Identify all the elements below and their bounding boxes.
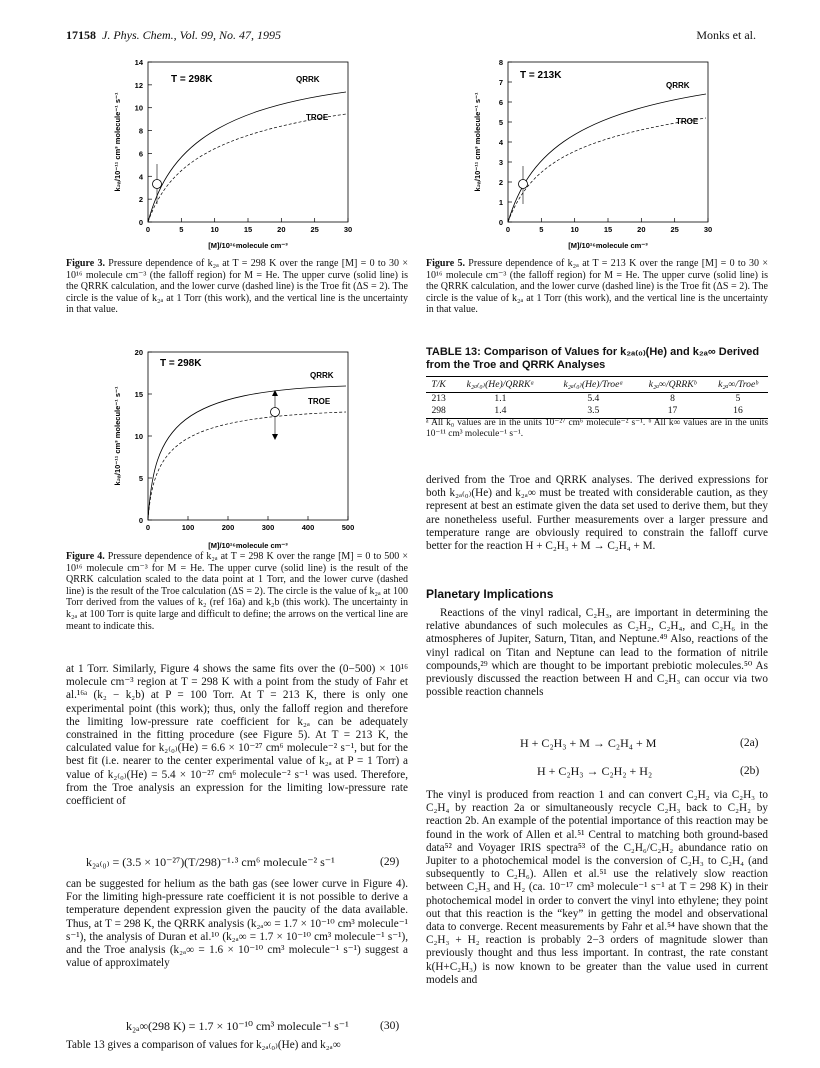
y-tick-label: 8	[498, 58, 503, 67]
fig4-arrow-down	[272, 434, 278, 440]
equation-2b-number: (2b)	[740, 765, 760, 777]
fig3-caption-label: Figure 3.	[66, 258, 105, 269]
equation-29: k₂ₐ₍₀₎ = (3.5 × 10⁻²⁷)(T/298)⁻¹·³ cm⁶ molecule⁻² s⁻¹	[86, 855, 335, 869]
x-tick-label: 300	[261, 523, 275, 532]
x-tick-label: 25	[670, 225, 679, 234]
y-tick-label: 0	[138, 516, 143, 525]
x-tick-label: 20	[637, 225, 646, 234]
y-tick-label: 0	[498, 218, 503, 227]
equation-2a-number: (2a)	[740, 737, 759, 749]
x-tick-label: 500	[341, 523, 355, 532]
fig3-temp-label: T = 298K	[171, 74, 213, 85]
table-header-cell: k₂ₐ₍₀₎(He)/QRRKᵃ	[451, 377, 549, 393]
x-tick-label: 0	[145, 225, 151, 234]
table-header-row	[426, 377, 768, 393]
y-tick-label: 10	[134, 103, 143, 113]
fig3-qrrk-label: QRRK	[296, 75, 320, 84]
figure-5-chart	[456, 56, 726, 256]
table-cell: 16	[708, 405, 768, 419]
fig3-xlabel: [M]/10¹⁶molecule cm⁻³	[208, 241, 288, 250]
x-tick-label: 20	[277, 225, 286, 234]
table-header-cell: k₂ₐ₍₀₎(He)/Troeᵃ	[550, 377, 638, 393]
fig3-caption-text: Pressure dependence of k₂ₐ at T = 298 K over the range [M] = 0 to 30 × 10¹⁶ molecule cm⁻³ (the falloff region) for M = He. The upper curve (solid line) is the QRRK calculation, and the lower curve (dashed line) is the Troe fit (ΔS = 2). The circle is the value of k₂ₐ at 1 Torr (this work), and the vertical line is the uncertainty in that value.	[66, 258, 408, 316]
y-tick-label: 5	[138, 474, 143, 483]
fig3-troe-curve	[148, 114, 346, 222]
fig5-troe-curve	[508, 118, 706, 222]
left-paragraph-3: Table 13 gives a comparison of values for k₂ₐ₍₀₎(He) and k₂ₐ∞	[66, 1039, 341, 1051]
left-paragraph-1: at 1 Torr. Similarly, Figure 4 shows the same fits over the (0−500) × 10¹⁶ molecule cm⁻³ region at T = 298 K with a point from the study of Fahr et al.¹⁶ᵃ (k₂ − k₂b) at P = 100 Torr. At T = 213 K, there is only one experimental point (this work); thus, only the falloff region and therefore the limiting low-pressure rate coefficient for k₂ₐ can be adequately constrained in the fitting procedure (see Figure 5). At T = 213 K, the calculated value for k₂₍₀₎(He) = 6.6 × 10⁻²⁷ cm⁶ molecule⁻² s⁻¹, but for the best fit (i.e. nearer to the center experimental value of k₂ₐ at P = 1 Torr) a value of k₂₍₀₎(He) = 5.4 × 10⁻²⁷ cm⁶ molecule⁻² s⁻¹ was used. Therefore, from the Troe analysis an expression for the limiting low-pressure rate coefficient of	[66, 663, 408, 808]
journal-citation: J. Phys. Chem., Vol. 99, No. 47, 1995	[102, 28, 281, 42]
fig5-caption-text: Pressure dependence of k₂ₐ at T = 213 K over the range [M] = 0 to 30 × 10¹⁶ molecule cm⁻³ (the falloff region) for M = He. The upper curve (solid line) is the QRRK calculation, and the lower curve (dashed line) is the Troe fit (ΔS = 2). The circle is the value of k₂ₐ at 1 Torr (this work), and the vertical line is the uncertainty in that value.	[426, 258, 768, 316]
table-cell: 5.4	[587, 393, 600, 404]
equation-2a: H + C₂H₃ + M → C₂H₄ + M	[520, 736, 657, 750]
fig3-qrrk-curve	[148, 92, 346, 222]
fig5-qrrk-label: QRRK	[666, 81, 690, 90]
x-tick-label: 400	[301, 523, 315, 532]
figure-3-caption	[66, 258, 408, 316]
page-number: 17158	[66, 28, 96, 42]
fig3-data-circle	[153, 180, 162, 189]
fig5-troe-label: TROE	[676, 117, 699, 126]
y-tick-label: 14	[134, 58, 143, 67]
y-tick-label: 1	[498, 198, 503, 207]
figure-4-caption	[66, 551, 408, 632]
y-tick-label: 8	[138, 126, 143, 136]
table-cell: 1.1	[494, 393, 507, 404]
y-tick-label: 12	[134, 80, 143, 90]
table-cell: 17	[637, 405, 708, 419]
y-tick-label: 7	[498, 78, 503, 87]
table-header-cell: k₂ₐ∞/Troeᵇ	[708, 377, 768, 393]
fig4-caption-label: Figure 4.	[66, 551, 105, 562]
table-row	[426, 393, 768, 405]
y-tick-label: 0	[138, 218, 143, 227]
fig5-temp-label: T = 213K	[520, 70, 562, 81]
x-tick-label: 5	[179, 225, 184, 234]
fig4-qrrk-curve	[148, 386, 346, 520]
fig4-xlabel: [M]/10¹⁶molecule cm⁻³	[208, 541, 288, 550]
table-13	[426, 376, 768, 419]
y-tick-label: 3	[498, 158, 503, 167]
fig5-xlabel: [M]/10¹⁶molecule cm⁻³	[568, 241, 648, 250]
x-tick-label: 0	[145, 523, 151, 532]
fig4-ylabel: k₂ₐ/10⁻¹¹ cm³ molecule⁻¹ s⁻¹	[113, 386, 122, 486]
y-tick-label: 2	[138, 195, 143, 205]
figure-3-chart	[96, 56, 366, 256]
page-header	[66, 28, 756, 48]
table-header-cell: T/K	[426, 377, 451, 393]
fig5-caption-label: Figure 5.	[426, 258, 465, 269]
equation-30: k₂ₐ∞(298 K) = 1.7 × 10⁻¹⁰ cm³ molecule⁻¹ s⁻¹	[126, 1019, 349, 1033]
y-tick-label: 6	[498, 98, 503, 107]
y-tick-label: 2	[498, 178, 503, 187]
left-paragraph-2: can be suggested for helium as the bath gas (see lower curve in Figure 4). For the limiting high-pressure rate coefficient it is not possible to derive a temperature dependent expression given the paucity of the data available. Thus, at T = 298 K, the QRRK analysis (k₂ₐ∞ = 1.7 × 10⁻¹⁰ cm³ molecule⁻¹ s⁻¹), the analysis of Duran et al.¹⁰ (k₂ₐ∞ = 1.7 × 10⁻¹⁰ cm³ molecule⁻¹ s⁻¹), and the Troe analysis (k₂ₐ∞ = 1.6 × 10⁻¹⁰ cm³ molecule⁻¹ s⁻¹) suggest a value of approximately	[66, 878, 408, 970]
section-heading: Planetary Implications	[426, 587, 554, 601]
header-authors: Monks et al.	[696, 28, 756, 42]
table-cell: 3.5	[550, 405, 638, 419]
fig3-troe-label: TROE	[306, 113, 329, 122]
x-tick-label: 100	[181, 523, 195, 532]
table-cell: 5	[735, 393, 741, 404]
fig5-qrrk-curve	[508, 94, 706, 222]
x-tick-label: 30	[703, 225, 713, 234]
table-13-footnote: ᵃ All k₀ values are in the units 10⁻²⁷ cm⁶ molecule⁻² s⁻¹. ᵇ All k∞ values are in the units 10⁻¹¹ cm³ molecule⁻¹ s⁻¹.	[426, 418, 768, 439]
y-tick-label: 6	[138, 149, 143, 159]
fig4-troe-curve	[148, 412, 346, 520]
right-paragraph-3: The vinyl is produced from reaction 1 and can convert C₂H₂ via C₂H₃ to C₂H₄ by reaction 2a or simultaneously recycle C₂H₃ back to C₂H₂ by reaction 2b. An example of the potential importance of this reaction may be found in the work of Allen et al.⁵¹ Central to matching both ground-based data⁵² and Voyager IRIS spectra⁵³ of the C₂H₆/C₂H₂ abundance ratio on Jupiter to a photochemical model is the conversion of C₂H₃ to C₂H₄ (and subsequently to C₂H₆). Allen et al.⁵¹ use the relatively slow reaction between C₂H₃ and H₂ (ca. 10⁻¹⁷ cm³ molecule⁻¹ s⁻¹ at T = 298 K) in their photochemical model in order to convert the vinyl into ethylene; they point out that this reaction is the “key” in getting the model and observational data to converge. Recent measurements by Fahr et al.⁵⁴ have shown that the C₂H₃ + H₂ reaction is probably 2−3 orders of magnitude slower than previously thought and thus less important. In contrast, the rate constant k(H+C₂H₃) is now known to be greater than the value used in current models and	[426, 789, 768, 986]
table-row	[426, 405, 768, 419]
header-left	[66, 28, 281, 43]
y-tick-label: 20	[134, 348, 143, 357]
x-tick-label: 10	[210, 225, 219, 234]
y-tick-label: 15	[134, 390, 143, 399]
equation-2b: H + C₂H₃ → C₂H₂ + H₂	[537, 764, 653, 778]
x-tick-label: 0	[505, 225, 511, 234]
x-tick-label: 30	[343, 225, 353, 234]
table-cell: 298	[426, 405, 451, 419]
fig4-caption-text: Pressure dependence of k₂ₐ at T = 298 K over the range [M] = 0 to 500 × 10¹⁶ molecule cm⁻³ for M = He. The upper curve (solid line) is the result of the QRRK calculation scaled to the data point at 1 Torr, and the lower curve (dashed line) is the result of the Troe calculation (ΔS = 2). The circle is the value of k₂ₐ at 100 Torr derived from the values of k₂ (ref 16a) and k₂b (this work). The uncertainty in k₂ₐ at 100 Torr is quite large and difficult to define; the arrows on the vertical line are meant to indicate this.	[66, 551, 408, 632]
fig4-temp-label: T = 298K	[160, 358, 202, 369]
table-header-cell: k₂ₐ∞/QRRKᵇ	[637, 377, 708, 393]
fig3-ylabel: k₂ₐ/10⁻¹¹ cm³ molecule⁻¹ s⁻¹	[113, 92, 122, 192]
right-paragraph-1: derived from the Troe and QRRK analyses. The derived expressions for both k₂ₐ₍₀₎(He) and k₂ₐ∞ must be treated with considerable caution, as they represent at best an estimate given the data set used to derive them, but they are nonetheless useful. Further measurements over a larger pressure and temperature range are obviously required to constrain the falloff curve better for the reaction H + C₂H₃ + M → C₂H₄ + M.	[426, 474, 768, 553]
table-cell: 1.4	[451, 405, 549, 419]
equation-29-number: (29)	[380, 856, 400, 868]
x-tick-label: 15	[243, 225, 253, 234]
x-tick-label: 25	[310, 225, 319, 234]
right-paragraph-2: Reactions of the vinyl radical, C₂H₃, are important in determining the relative abundances of such molecules as C₂H₂, C₂H₄, and C₂H₆ in the atmospheres of Jupiter, Saturn, Titan, and Neptune.⁴⁹ Also, reactions of the vinyl radical on Titan and Neptune can lead to the formation of nitrile compounds,²⁹ which are thought to be important prebiotic molecules.⁵⁰ As previously discussed the reaction between H and C₂H₃ can occur via two possible reaction channels	[426, 607, 768, 699]
table-13-title: TABLE 13: Comparison of Values for k₂ₐ₍₀₎(He) and k₂ₐ∞ Derived from the Troe and QRRK Analyses	[426, 346, 760, 371]
y-tick-label: 5	[498, 118, 503, 127]
x-tick-label: 15	[603, 225, 613, 234]
fig5-ylabel: k₂ₐ/10⁻¹¹ cm³ molecule⁻¹ s⁻¹	[473, 92, 482, 192]
y-tick-label: 4	[138, 172, 143, 182]
fig4-data-circle	[271, 408, 280, 417]
x-tick-label: 10	[570, 225, 579, 234]
table-cell: 213	[431, 393, 446, 404]
x-tick-label: 5	[539, 225, 544, 234]
y-tick-label: 4	[498, 138, 503, 147]
figure-5-caption	[426, 258, 768, 316]
table-cell: 8	[670, 393, 675, 404]
fig5-data-circle	[519, 180, 528, 189]
figure-4-chart	[96, 346, 366, 554]
fig4-qrrk-label: QRRK	[310, 371, 334, 380]
fig3-frame	[148, 62, 348, 222]
y-tick-label: 10	[134, 432, 143, 441]
x-tick-label: 200	[221, 523, 235, 532]
equation-30-number: (30)	[380, 1020, 400, 1032]
fig4-troe-label: TROE	[308, 397, 331, 406]
